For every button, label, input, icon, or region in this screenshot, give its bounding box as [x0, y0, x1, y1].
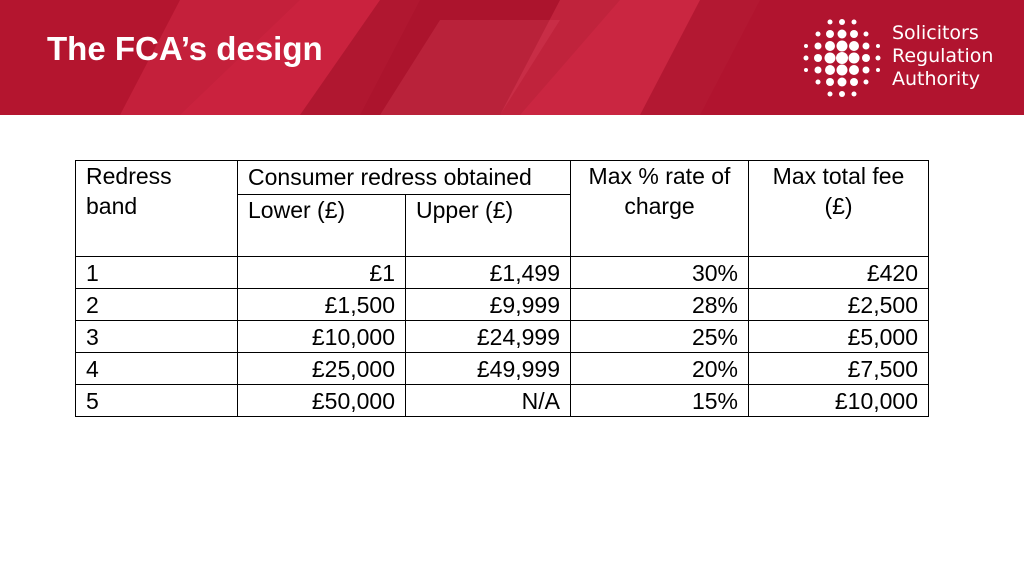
cell-fee: £7,500 — [749, 353, 929, 385]
cell-band: 5 — [76, 385, 238, 417]
logo-line-2: Regulation — [892, 45, 994, 67]
cell-upper: £49,999 — [406, 353, 571, 385]
redress-table — [75, 160, 929, 417]
table-row — [76, 321, 929, 353]
cell-band: 1 — [76, 257, 238, 289]
cell-lower: £50,000 — [238, 385, 406, 417]
cell-rate: 15% — [571, 385, 749, 417]
cell-upper: £1,499 — [406, 257, 571, 289]
cell-fee: £10,000 — [749, 385, 929, 417]
sra-logo — [800, 16, 1000, 98]
header-max-fee: Max total fee (£) — [749, 161, 929, 257]
cell-lower: £1 — [238, 257, 406, 289]
header-consumer-redress: Consumer redress obtained — [238, 161, 571, 195]
cell-upper: £24,999 — [406, 321, 571, 353]
header-redress-band: Redress band — [76, 161, 238, 257]
cell-band: 3 — [76, 321, 238, 353]
cell-lower: £10,000 — [238, 321, 406, 353]
cell-band: 4 — [76, 353, 238, 385]
cell-rate: 20% — [571, 353, 749, 385]
logo-line-3: Authority — [892, 68, 980, 90]
logo-line-1: Solicitors — [892, 22, 979, 44]
cell-rate: 25% — [571, 321, 749, 353]
table-row — [76, 353, 929, 385]
cell-band: 2 — [76, 289, 238, 321]
header-max-rate: Max % rate of charge — [571, 161, 749, 257]
cell-upper: £9,999 — [406, 289, 571, 321]
header-lower: Lower (£) — [238, 195, 406, 257]
logo-wordmark — [892, 22, 993, 91]
slide-title: The FCA’s design — [47, 30, 323, 67]
cell-rate: 30% — [571, 257, 749, 289]
table-row — [76, 289, 929, 321]
cell-lower: £1,500 — [238, 289, 406, 321]
cell-rate: 28% — [571, 289, 749, 321]
cell-lower: £25,000 — [238, 353, 406, 385]
sra-dots-icon — [800, 16, 884, 98]
title-banner — [0, 0, 1024, 115]
cell-upper: N/A — [406, 385, 571, 417]
header-upper: Upper (£) — [406, 195, 571, 257]
table-row — [76, 385, 929, 417]
cell-fee: £5,000 — [749, 321, 929, 353]
cell-fee: £2,500 — [749, 289, 929, 321]
table-row — [76, 257, 929, 289]
cell-fee: £420 — [749, 257, 929, 289]
